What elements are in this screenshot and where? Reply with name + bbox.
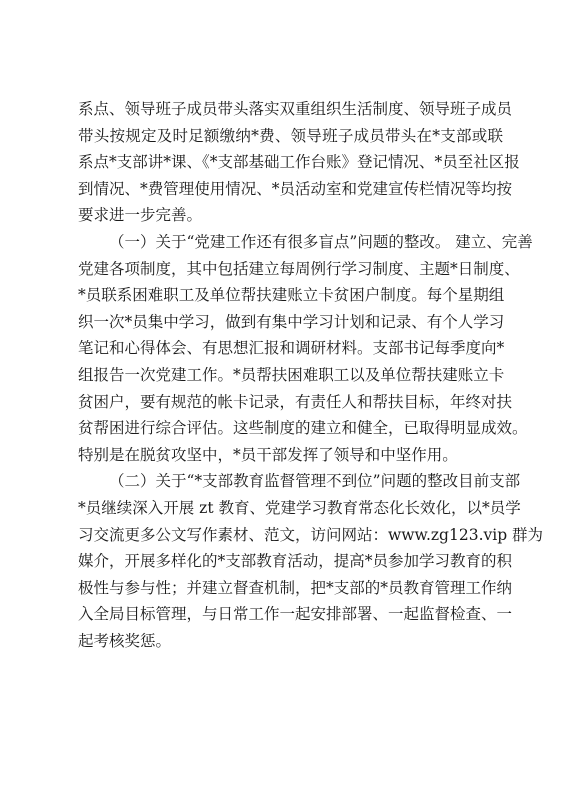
paragraph-section-one <box>78 229 533 468</box>
text-line: 起考核奖惩。 <box>78 631 172 650</box>
section-heading-line: （一）关于“党建工作还有很多盲点”问题的整改。 建立、完善 <box>109 232 533 251</box>
text-line: 极性与参与性；并建立督查机制，把*支部的*员教育管理工作纳 <box>78 578 513 597</box>
text-line: *员继续深入开展 zt 教育、党建学习教育常态化长效化，以*员学 <box>78 498 521 517</box>
paragraph-continuation <box>78 96 520 229</box>
text-line: 系点、领导班子成员带头落实双重组织生活制度、领导班子成员 <box>78 100 513 118</box>
paragraph-section-two <box>78 468 544 654</box>
text-line: 习交流更多公文写作素材、范文，访问网站：www.zg123.vip 群为 <box>78 525 544 544</box>
text-line: 入全局目标管理，与日常工作一起安排部署、一起监督检查、一 <box>78 605 513 624</box>
text-line: 特别是在脱贫攻坚中，*员干部发挥了领导和中坚作用。 <box>78 445 458 464</box>
text-line: 到情况、*费管理使用情况、*员活动室和党建宣传栏情况等均按 <box>78 179 513 198</box>
text-line: 党建各项制度，其中包括建立每周例行学习制度、主题*日制度、 <box>78 259 520 278</box>
text-line: 贫帮困进行综合评估。这些制度的建立和健全，已取得明显成效。 <box>78 419 528 438</box>
text-line: 带头按规定及时足额缴纳*费、领导班子成员带头在*支部或联 <box>78 126 503 145</box>
text-line: 要求进一步完善。 <box>78 206 203 225</box>
text-line: 笔记和心得体会、有思想汇报和调研材料。支部书记每季度向* <box>78 339 505 358</box>
text-line: *员联系困难职工及单位帮扶建账立卡贫困户制度。每个星期组 <box>78 286 505 305</box>
section-heading-line: （二）关于“*支部教育监督管理不到位”问题的整改目前支部 <box>109 472 521 491</box>
text-line: 系点*支部讲*课、《*支部基础工作台账》登记情况、*员至社区报 <box>78 153 520 172</box>
text-line: 贫困户，要有规范的帐卡记录，有责任人和帮扶目标，年终对扶 <box>78 392 513 411</box>
text-line: 组报告一次党建工作。*员帮扶困难职工以及单位帮扶建账立卡 <box>78 365 505 384</box>
text-line: 织一次*员集中学习，做到有集中学习计划和记录、有个人学习 <box>78 312 505 331</box>
document-body <box>78 96 544 654</box>
text-line: 媒介，开展多样化的*支部教育活动，提高*员参加学习教育的积 <box>78 552 513 571</box>
